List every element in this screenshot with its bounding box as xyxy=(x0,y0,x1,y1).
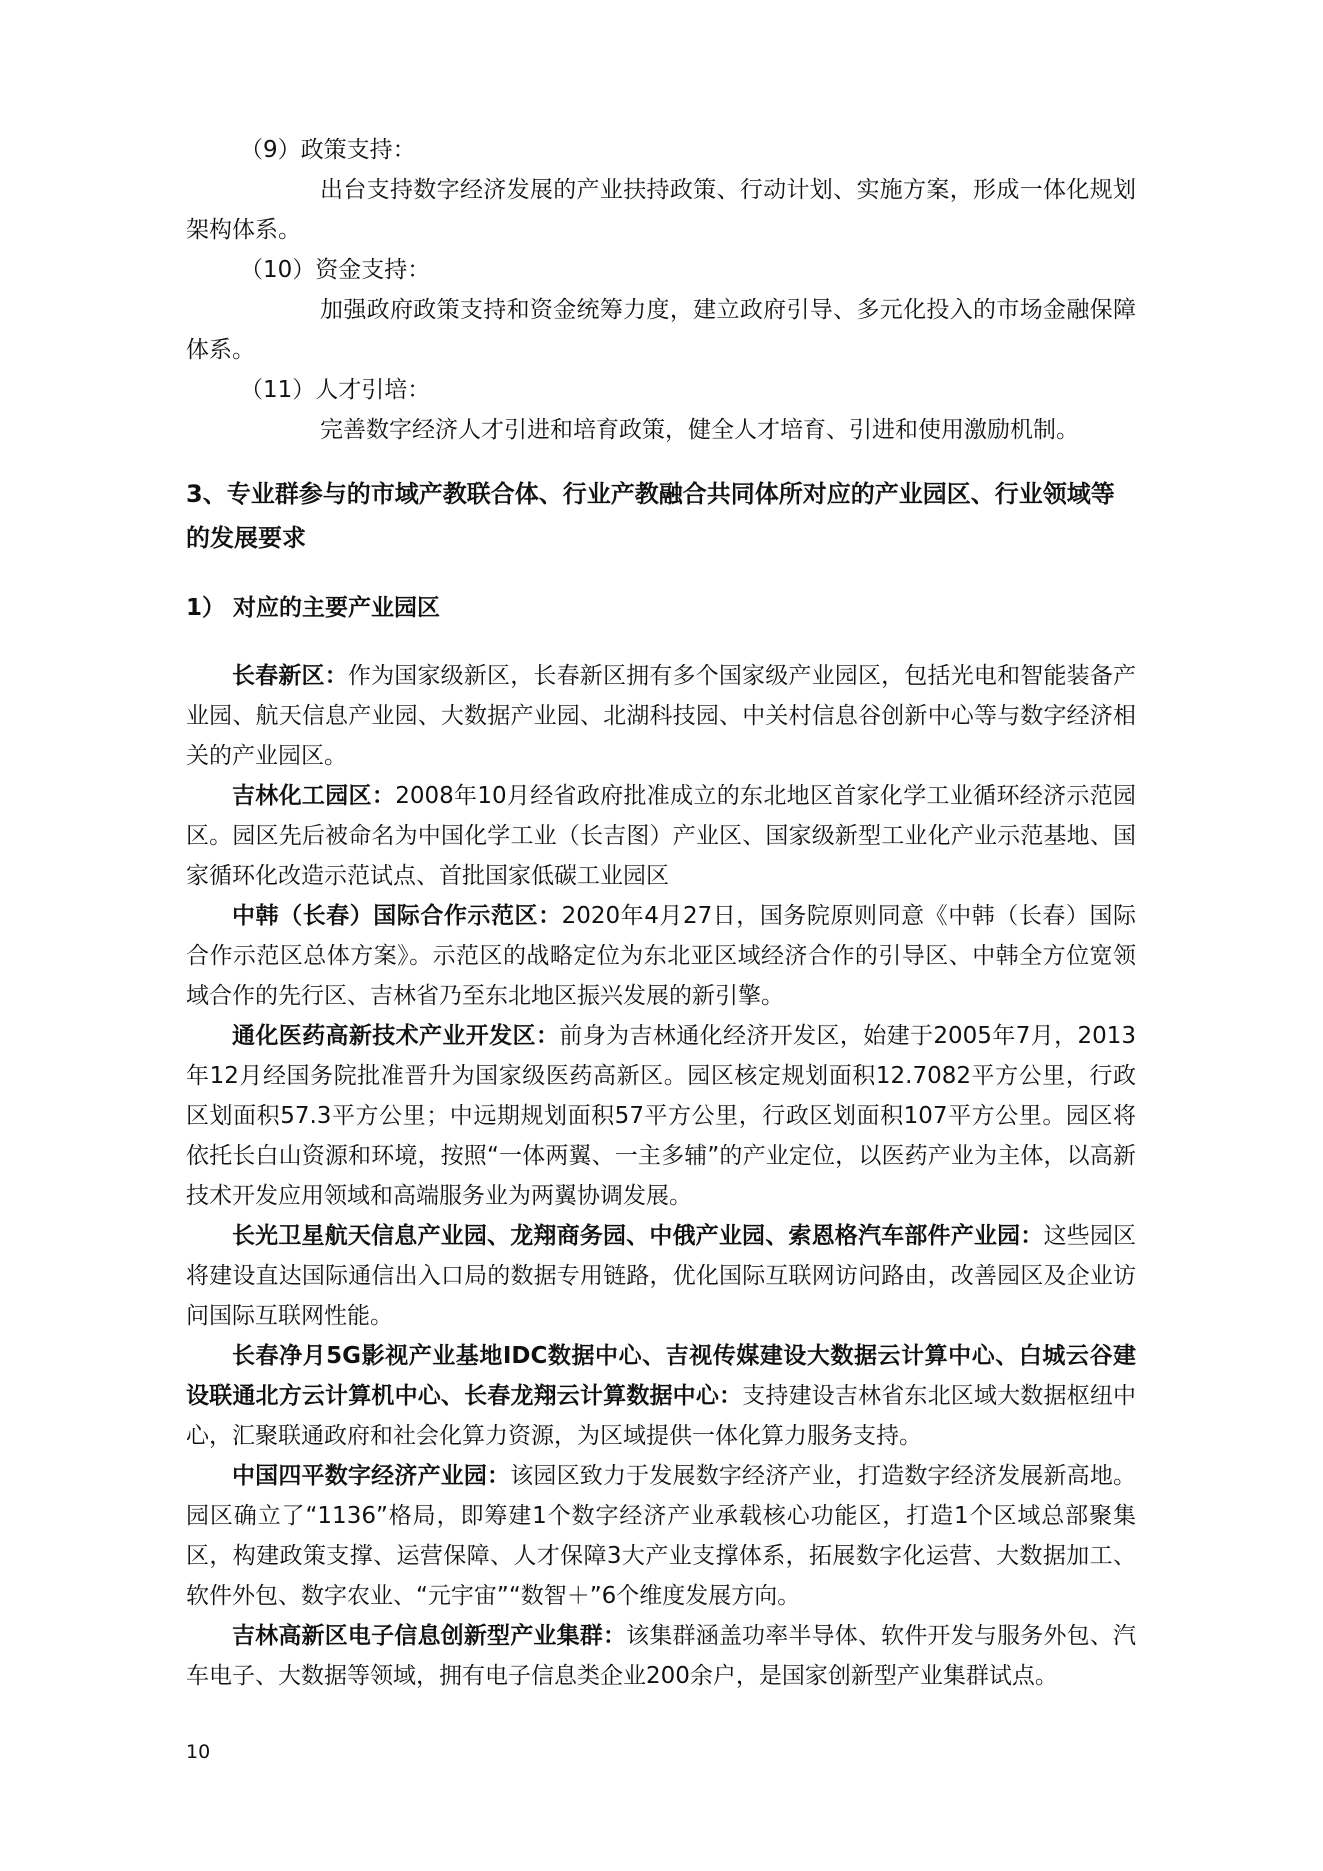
park-paragraph xyxy=(186,1616,1136,1696)
park-name: 吉林化工园区： xyxy=(232,783,396,809)
park-description: 作为国家级新区，长春新区拥有多个国家级产业园区，包括光电和智能装备产业园、航天信息产业园、大数据产业园、北湖科技园、中关村信息谷创新中心等与数字经济相关的产业园区。 xyxy=(186,663,1137,769)
park-name: 长春新区： xyxy=(232,663,348,689)
park-description: 2008年10月经省政府批准成立的东北地区首家化学工业循环经济示范园区。园区先后被命名为中国化学工业（长吉图）产业区、国家级新型工业化产业示范基地、国家循环化改造示范试点、首批国家低碳工业园区 xyxy=(186,783,1136,889)
section-heading: 3、专业群参与的市域产教联合体、行业产教融合共同体所对应的产业园区、行业领域等的发展要求 xyxy=(186,480,1115,552)
park-paragraph xyxy=(186,656,1136,776)
section-subheading: 1） 对应的主要产业园区 xyxy=(186,595,441,621)
park-description: 该园区致力于发展数字经济产业，打造数字经济发展新高地。园区确立了“1136”格局，即筹建1个数字经济产业承载核心功能区，打造1个区域总部聚集区，构建政策支撑、运营保障、人才保障3大产业支撑体系，拓展数字化运营、大数据加工、软件外包、数字农业、“元宇宙”“数智＋”6个维度发展方向。 xyxy=(186,1463,1137,1609)
park-paragraph xyxy=(186,1216,1136,1336)
park-description: 该集群涵盖功率半导体、软件开发与服务外包、汽车电子、大数据等领域，拥有电子信息类企业200余户，是国家创新型产业集群试点。 xyxy=(186,1623,1137,1689)
park-description: 2020年4月27日，国务院原则同意《中韩（长春）国际合作示范区总体方案》。示范区的战略定位为东北亚区域经济合作的引导区、中韩全方位宽领域合作的先行区、吉林省乃至东北地区振兴发展的新引擎。 xyxy=(186,903,1136,1009)
policy-title: （11）人才引培： xyxy=(240,377,431,403)
park-paragraph xyxy=(186,896,1136,1016)
park-name: 通化医药高新技术产业开发区： xyxy=(232,1023,560,1049)
park-paragraph xyxy=(186,1336,1136,1456)
park-description: 这些园区将建设直达国际通信出入口局的数据专用链路，优化国际互联网访问路由，改善园区及企业访问国际互联网性能。 xyxy=(186,1223,1137,1329)
park-list xyxy=(186,656,1136,1696)
park-description: 支持建设吉林省东北区域大数据枢纽中心，汇聚联通政府和社会化算力资源，为区域提供一体化算力服务支持。 xyxy=(186,1383,1137,1449)
policy-list xyxy=(186,130,1136,450)
park-name: 长春净月5G影视产业基地IDC数据中心、吉视传媒建设大数据云计算中心、白城云谷建设联通北方云计算机中心、长春龙翔云计算数据中心： xyxy=(186,1343,1136,1409)
page-number: 10 xyxy=(186,1741,211,1763)
policy-body: 加强政府政策支持和资金统筹力度，建立政府引导、多元化投入的市场金融保障体系。 xyxy=(186,297,1136,363)
park-paragraph xyxy=(186,1456,1136,1616)
policy-title: （9）政策支持： xyxy=(240,137,416,163)
policy-title: （10）资金支持： xyxy=(240,257,431,283)
park-paragraph xyxy=(186,1016,1136,1216)
policy-body: 完善数字经济人才引进和培育政策，健全人才培育、引进和使用激励机制。 xyxy=(320,417,1079,443)
park-name: 中韩（长春）国际合作示范区： xyxy=(232,903,562,929)
park-name: 长光卫星航天信息产业园、龙翔商务园、中俄产业园、索恩格汽车部件产业园： xyxy=(232,1223,1044,1249)
park-description: 前身为吉林通化经济开发区，始建于2005年7月，2013年12月经国务院批准晋升为国家级医药高新区。园区核定规划面积12.7082平方公里，行政区划面积57.3平方公里；中远期规划面积57平方公里，行政区划面积107平方公里。园区将依托长白山资源和环境，按照“一体两翼、一主多辅”的产业定位，以医药产业为主体，以高新技术开发应用领域和高端服务业为两翼协调发展。 xyxy=(186,1023,1137,1209)
park-paragraph xyxy=(186,776,1136,896)
park-name: 中国四平数字经济产业园： xyxy=(232,1463,511,1489)
page-content xyxy=(186,130,1136,1696)
park-name: 吉林高新区电子信息创新型产业集群： xyxy=(232,1623,627,1649)
policy-body: 出台支持数字经济发展的产业扶持政策、行动计划、实施方案，形成一体化规划架构体系。 xyxy=(186,177,1136,243)
